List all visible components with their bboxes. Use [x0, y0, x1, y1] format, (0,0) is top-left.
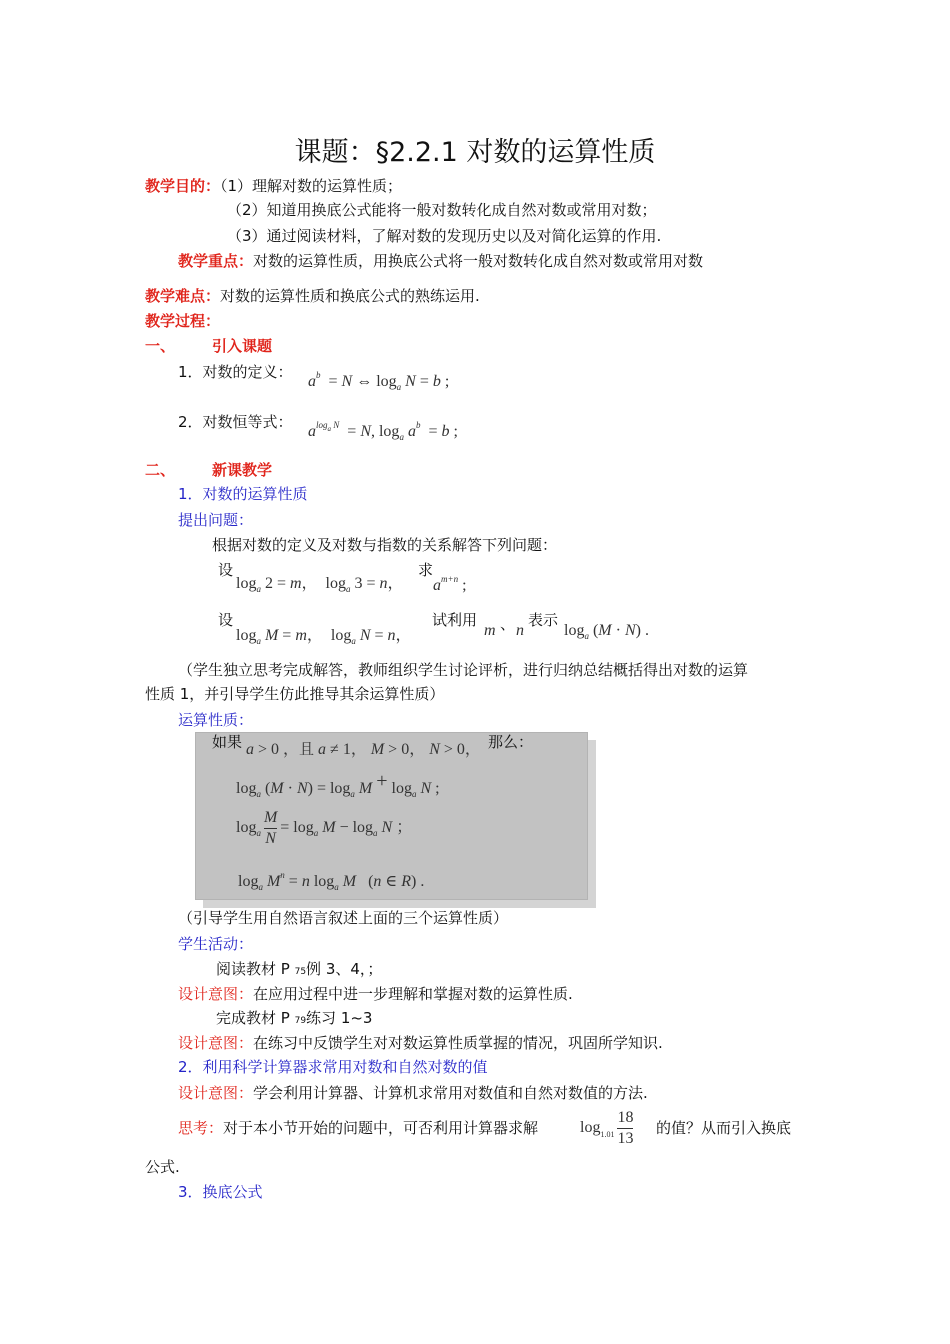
design-line-2 — [178, 1033, 663, 1053]
read-line — [216, 959, 382, 982]
design-label: 设计意图： — [178, 985, 254, 1003]
property2-formula: $\log_a$ $\frac{M}{N}$ = $\log_a M - \log_a N$ ； — [236, 809, 413, 847]
focus-line — [178, 251, 703, 271]
log-base: 1.01 — [600, 1130, 615, 1140]
difficulty-line — [145, 286, 480, 306]
read-text: 阅读教材 P — [216, 960, 295, 978]
think-formula: $\log_{1.01}$ $\frac{18}{13}$ — [580, 1109, 634, 1147]
objectives-label: 教学目的： — [145, 177, 221, 195]
think-rest: 的值？从而引入换底 — [656, 1119, 792, 1137]
identity-label: 2．对数恒等式： — [178, 413, 293, 431]
objective-item: （1）理解对数的运算性质； — [220, 177, 403, 195]
express-text: 表示 — [528, 611, 559, 629]
design-text-2: 在练习中反馈学生对对数运算性质掌握的情况，巩固所学知识. — [253, 1034, 663, 1052]
ask-formula: $a^{m+n}$ ; — [433, 574, 467, 594]
subsection-change-of-base: 3．换底公式 — [178, 1183, 263, 1201]
guide-text: （引导学生用自然语言叙述上面的三个运算性质） — [178, 909, 509, 927]
property3-formula: $\log_a M^n = n$ $\log_a M$ (n ∈ R) . — [238, 870, 425, 892]
read-page: 75 — [294, 967, 307, 977]
intro-text: 根据对数的定义及对数与指数的关系解答下列问题： — [212, 536, 558, 554]
section2-number: 二、 — [145, 461, 176, 479]
design-text-3: 学会利用计算器、计算机求常用对数值和自然对数值的方法. — [253, 1084, 648, 1102]
activity-label: 学生活动： — [178, 935, 254, 953]
difficulty-label: 教学难点： — [145, 287, 221, 305]
definition-formula: $a^b = N$ ⇔ $\log_a N = b$ ; — [308, 370, 450, 392]
express-formula: $\log_a (M \cdot N)$ . — [564, 622, 649, 641]
and-text: 且 — [299, 740, 315, 758]
difficulty-text: 对数的运算性质和换底公式的熟练运用. — [220, 287, 480, 305]
condition-formula: a > 0 ，且 a ≠ 1， M > 0， N > 0， — [246, 740, 481, 758]
try-use-text: 试利用 — [432, 611, 478, 629]
design-text-1: 在应用过程中进一步理解和掌握对数的运算性质. — [253, 985, 573, 1003]
identity-formula: $a^{log_a N} = N$, $\log_a a^b = b$ ; — [308, 420, 458, 442]
focus-text: 对数的运算性质，用换底公式将一般对数转化成自然对数或常用对数 — [253, 252, 704, 270]
complete-page: 79 — [294, 1016, 307, 1026]
set-text-1: 设 — [218, 561, 234, 579]
then-text: 那么： — [488, 733, 534, 751]
properties-label: 运算性质： — [178, 711, 254, 729]
subsection-calculator: 2．利用科学计算器求常用对数和自然对数的值 — [178, 1058, 488, 1076]
read-rest: 例 3、4，； — [306, 960, 383, 978]
note-line-2: 性质 1，并引导学生仿此推导其余运算性质） — [145, 685, 445, 703]
subsection-log-properties: 1．对数的运算性质 — [178, 485, 308, 503]
question2-formula: $\log_a M = m$， $\log_a N = n$， — [236, 627, 412, 646]
section1-title: 引入课题 — [212, 337, 273, 355]
process-label: 教学过程： — [145, 312, 221, 330]
objective-item: （2）知道用换底公式能将一般对数转化成自然对数或常用对数； — [227, 201, 657, 219]
complete-line — [216, 1008, 372, 1031]
property1-formula: $\log_a (M \cdot N) = \log_a M + \log_a N$ ; — [236, 770, 440, 799]
separator: 、 — [500, 615, 516, 633]
raise-question-label: 提出问题： — [178, 511, 254, 529]
objective-item: （3）通过阅读材料，了解对数的发现历史以及对简化运算的作用. — [227, 227, 662, 245]
complete-rest: 练习 1~3 — [306, 1009, 373, 1027]
design-line-1 — [178, 984, 573, 1004]
question1-formula: $\log_a 2 = m$， $\log_a 3 = n$， — [236, 575, 404, 594]
think-end: 公式. — [145, 1158, 180, 1176]
think-label: 思考： — [178, 1119, 224, 1137]
page-title: 课题：§2.2.1 对数的运算性质 — [294, 137, 656, 168]
ask-text: 求 — [418, 561, 434, 579]
var-m: m — [484, 622, 496, 639]
section2-title: 新课教学 — [212, 461, 273, 479]
set-text-2: 设 — [218, 611, 234, 629]
focus-label: 教学重点： — [178, 252, 254, 270]
design-line-3 — [178, 1083, 648, 1103]
think-line — [178, 1118, 538, 1138]
think-text: 对于本小节开始的问题中，可否利用计算器求解 — [223, 1119, 539, 1137]
note-line-1: （学生独立思考完成解答，教师组织学生讨论评析，进行归纳总结概括得出对数的运算 — [178, 661, 749, 679]
definition-label: 1．对数的定义： — [178, 363, 293, 381]
frac-denominator: 13 — [617, 1130, 634, 1147]
section1-number: 一、 — [145, 337, 176, 355]
objectives-block — [145, 176, 402, 196]
if-text: 如果 — [212, 733, 243, 751]
frac-numerator: 18 — [617, 1108, 633, 1129]
design-label: 设计意图： — [178, 1034, 254, 1052]
var-n: n — [516, 622, 524, 639]
design-label: 设计意图： — [178, 1084, 254, 1102]
complete-text: 完成教材 P — [216, 1009, 295, 1027]
